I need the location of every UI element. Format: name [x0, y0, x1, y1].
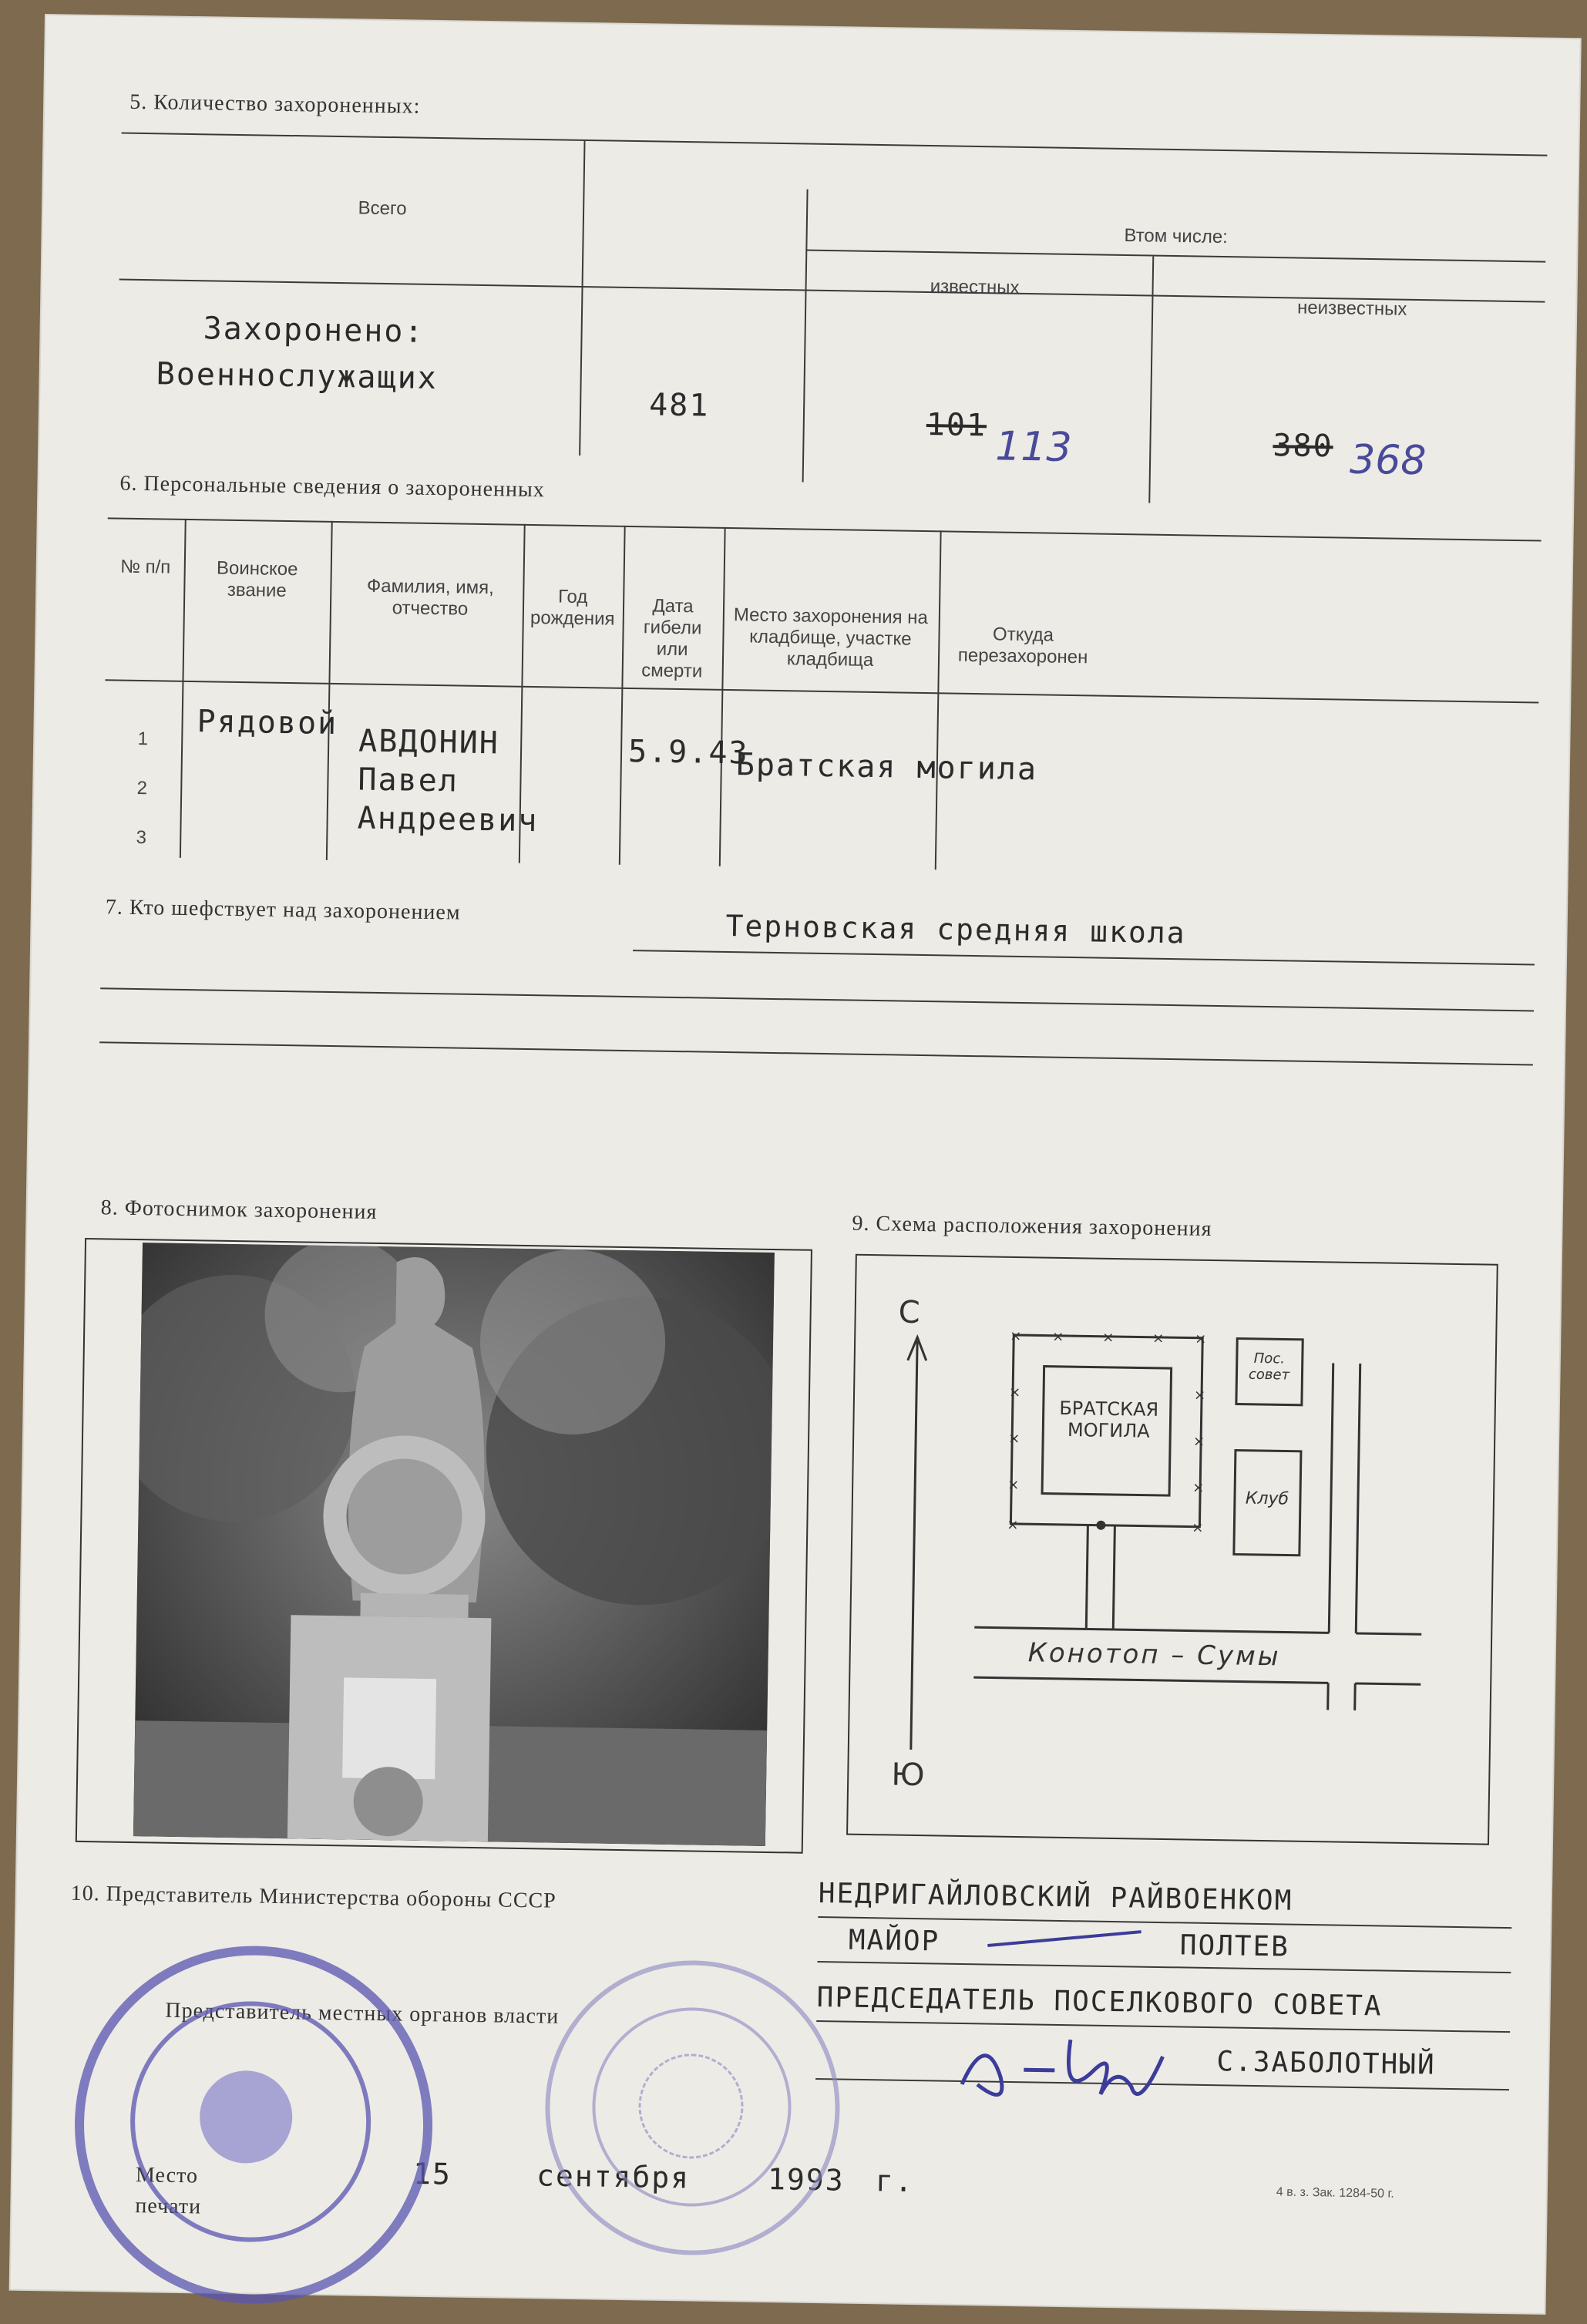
divider	[1148, 257, 1154, 503]
section8-title: 8. Фотоснимок захоронения	[100, 1196, 378, 1224]
grave-label: БРАТСКАЯ МОГИЛА	[1059, 1397, 1159, 1442]
section6-title: 6. Персональные сведения о захороненных	[119, 471, 546, 503]
divider	[619, 526, 626, 865]
date-month: сентября	[536, 2158, 691, 2195]
divider	[802, 190, 809, 483]
divider	[579, 140, 585, 456]
header-birth: Год рождения	[530, 586, 615, 630]
print-code: 4 в. з. Зак. 1284-50 г.	[1276, 2185, 1394, 2201]
divider	[122, 133, 1548, 156]
header-place: Место захоронения на кладбище, участке кладбища	[733, 604, 929, 671]
date-day: 15	[412, 2156, 452, 2191]
svg-text:×: ×	[1008, 1384, 1021, 1401]
scheme-drawing	[848, 1256, 1497, 1844]
name-value	[357, 721, 540, 840]
section9-title: 9. Схема расположения захоронения	[852, 1211, 1212, 1241]
col-unknown-header: неизвестных	[1296, 297, 1407, 320]
svg-text:×: ×	[1007, 1430, 1020, 1448]
mod-name: ПОЛТЕВ	[1179, 1929, 1290, 1963]
section7-label: 7. Кто шефствует над захоронением	[105, 895, 461, 925]
local-position: ПРЕДСЕДАТЕЛЬ ПОСЕЛКОВОГО СОВЕТА	[816, 1982, 1383, 2023]
underline	[817, 1961, 1511, 1973]
row-label-servicemen: Военнослужащих	[156, 356, 439, 397]
col-total-header: Всего	[358, 197, 407, 220]
death-date-value: 5.9.43	[627, 733, 749, 772]
header-name: Фамилия, имя, отчество	[366, 575, 495, 620]
signature-stroke	[987, 1930, 1141, 1947]
rank-value: Рядовой	[197, 704, 338, 742]
north-label: С	[898, 1294, 921, 1331]
council-stamp	[543, 1959, 842, 2258]
header-rank: Воинское звание	[216, 557, 298, 601]
known-handwritten-value: 113	[994, 423, 1073, 471]
blank-line	[99, 1041, 1533, 1065]
divider	[119, 279, 1545, 303]
known-typed-value: 101	[926, 407, 987, 444]
council-label: Пос. совет	[1248, 1350, 1290, 1384]
divider	[180, 519, 187, 858]
date-year: 1993	[767, 2162, 845, 2198]
burial-place-value: Братская могила	[735, 747, 1038, 788]
section5-title: 5. Количество захороненных:	[129, 89, 421, 119]
row-label-buried: Захоронено:	[203, 311, 425, 350]
divider	[935, 530, 942, 869]
divider	[108, 517, 1542, 541]
svg-text:×: ×	[1010, 1327, 1022, 1345]
document-sheet	[11, 15, 1580, 2313]
location-scheme	[846, 1254, 1498, 1845]
header-death: Дата гибели или смерти	[641, 595, 703, 682]
svg-text:×: ×	[1102, 1329, 1115, 1346]
svg-text:×: ×	[1152, 1330, 1165, 1347]
memorial-photo	[133, 1243, 775, 1846]
blank-line	[100, 987, 1534, 1011]
patronymic: Андреевич	[357, 800, 539, 839]
svg-text:×: ×	[1192, 1519, 1204, 1536]
total-value: 481	[648, 387, 710, 424]
col-including-header: Втом числе:	[1124, 225, 1229, 248]
divider	[719, 527, 726, 866]
divider	[805, 250, 1545, 263]
svg-text:×: ×	[1007, 1516, 1019, 1534]
divider	[105, 679, 1538, 703]
svg-text:×: ×	[1052, 1328, 1064, 1345]
row-number: 3	[136, 826, 147, 849]
unknown-handwritten-value: 368	[1349, 436, 1427, 485]
unknown-typed-value: 380	[1273, 428, 1334, 465]
row-number: 1	[137, 728, 149, 750]
row-numbers	[106, 714, 178, 863]
surname: АВДОНИН	[358, 723, 500, 762]
svg-text:×: ×	[1193, 1387, 1206, 1404]
road-label: Конотоп – Сумы	[1027, 1637, 1281, 1673]
header-from: Откуда перезахоронен	[957, 624, 1088, 668]
local-name: С.ЗАБОЛОТНЫЙ	[1216, 2046, 1436, 2081]
mod-rank: МАЙОР	[848, 1924, 940, 1958]
underline	[633, 950, 1535, 965]
divider	[326, 521, 333, 860]
club-label: Клуб	[1245, 1488, 1289, 1509]
first-name: Павел	[358, 762, 459, 799]
section10-mod-label: 10. Представитель Министерства обороны СССР	[70, 1881, 557, 1913]
seal-place-label: Место печати	[135, 2163, 202, 2219]
signature	[954, 2023, 1210, 2111]
svg-text:×: ×	[1192, 1433, 1205, 1450]
svg-text:×: ×	[1192, 1479, 1205, 1496]
svg-text:×: ×	[1007, 1476, 1020, 1494]
svg-text:×: ×	[1195, 1330, 1207, 1347]
military-stamp	[72, 1943, 435, 2306]
south-label: Ю	[890, 1757, 925, 1794]
header-num: № п/п	[120, 556, 171, 578]
patron-value: Терновская средняя школа	[725, 908, 1186, 950]
section10-local-label: Представитель местных органов власти	[165, 1998, 560, 2029]
row-number: 2	[136, 777, 148, 799]
col-known-header: известных	[930, 276, 1020, 298]
date-suffix: г.	[875, 2164, 915, 2199]
mod-organization: НЕДРИГАЙЛОВСКИЙ РАЙВОЕНКОМ	[818, 1878, 1293, 1917]
